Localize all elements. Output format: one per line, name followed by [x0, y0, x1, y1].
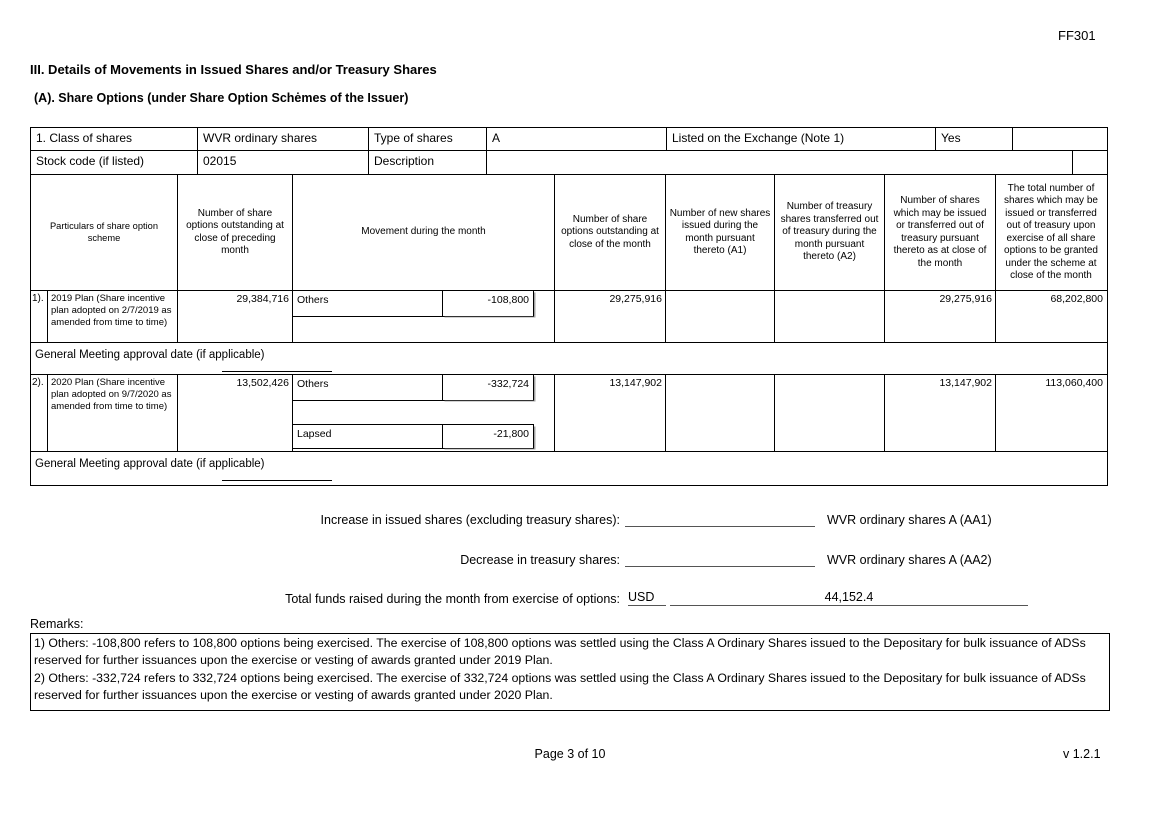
total-funds-value-field[interactable]: 44,152.4: [670, 590, 1028, 606]
listed-on-exchange-value[interactable]: Yes: [936, 128, 1013, 150]
total-upon-exercise-value: 113,060,400: [1045, 377, 1103, 389]
movement-value-box[interactable]: -21,800: [443, 425, 534, 448]
outstanding-close-value: 29,275,916: [555, 291, 666, 342]
header-movement: Movement during the month: [293, 175, 555, 290]
info-row-class: [31, 128, 1107, 151]
treasury-transferred-value: [775, 375, 885, 451]
decrease-share-class-label: WVR ordinary shares A (AA2): [827, 553, 992, 567]
outstanding-preceding-value: 29,384,716: [178, 291, 293, 342]
increase-issued-shares-field[interactable]: [625, 510, 815, 527]
header-may-be-issued: Number of shares which may be issued or transferred out of treasury pursuant thereto as at close of the month: [885, 175, 996, 290]
share-options-table: [30, 127, 1108, 486]
form-code-label: FF301: [1058, 28, 1096, 43]
info-row-stock-code: [31, 151, 1107, 175]
header-particulars: Particulars of share option scheme: [31, 175, 178, 290]
table-row: [31, 291, 1107, 343]
scheme-name: 2019 Plan (Share incentive plan adopted on 2/7/2019 as amended from time to time): [48, 291, 178, 342]
gm-approval-row: [31, 452, 1107, 485]
version-label: v 1.2.1: [1063, 747, 1101, 761]
currency-field[interactable]: USD: [628, 590, 666, 606]
stock-code-label: Stock code (if listed): [31, 151, 198, 174]
remarks-box: [30, 633, 1110, 711]
movement-cell: [293, 291, 555, 342]
remarks-line: reserved for further issuances upon the exercise or vesting of awards granted under 2019 Plan.: [34, 653, 553, 668]
description-value-field[interactable]: [487, 151, 1073, 174]
info-row1-empty-cell: [1013, 128, 1106, 150]
header-total-upon-exercise: The total number of shares which may be issued or transferred out of treasury upon exercise of all share options to be granted under the scheme at close of the month: [1004, 182, 1098, 281]
subsection-title: (A). Share Options (under Share Option Schėmes of the Issuer): [34, 91, 409, 105]
movement-value-box[interactable]: -108,800: [443, 291, 534, 316]
description-label: Description: [369, 151, 487, 174]
stock-code-value[interactable]: 02015: [198, 151, 369, 174]
may-be-issued-value: 13,147,902: [885, 375, 996, 451]
info-row2-empty-cell: [1073, 151, 1106, 174]
movement-entry: [293, 291, 534, 317]
remarks-label: Remarks:: [30, 617, 84, 631]
movement-entry: [293, 375, 534, 401]
decrease-treasury-shares-row: [30, 550, 1110, 567]
remarks-line: 2) Others: -332,724 refers to 332,724 options being exercised. The exercise of 332,724 options was settled using the Class A Ordinary Shares issued to the Depositary for bulk issuance of ADSs: [34, 670, 1086, 685]
total-upon-exercise-value: 68,202,800: [1050, 293, 1103, 305]
class-of-shares-value[interactable]: WVR ordinary shares: [198, 128, 369, 150]
page-indicator: Page 3 of 10: [534, 747, 606, 761]
class-of-shares-label: 1. Class of shares: [31, 128, 198, 150]
increase-issued-shares-label: Increase in issued shares (excluding treasury shares):: [320, 513, 620, 527]
gm-approval-date-field[interactable]: [222, 371, 332, 372]
decrease-treasury-shares-label: Decrease in treasury shares:: [460, 553, 620, 567]
may-be-issued-value: 29,275,916: [885, 291, 996, 342]
gm-approval-row: [31, 343, 1107, 375]
gm-approval-date-field[interactable]: [222, 480, 332, 481]
type-of-shares-value[interactable]: A: [487, 128, 667, 150]
table-row: [31, 375, 1107, 452]
row-index: 2).: [31, 375, 48, 451]
remarks-line: 1) Others: -108,800 refers to 108,800 options being exercised. The exercise of 108,800 options was settled using the Class A Ordinary Shares issued to the Depositary for bulk issuance of ADSs: [34, 636, 1086, 650]
increase-share-class-label: WVR ordinary shares A (AA1): [827, 513, 992, 527]
treasury-transferred-value: [775, 291, 885, 342]
decrease-treasury-shares-field[interactable]: [625, 550, 815, 567]
movement-type-label: Others: [293, 291, 443, 316]
type-of-shares-label: Type of shares: [369, 128, 487, 150]
section-title: III. Details of Movements in Issued Shares and/or Treasury Shares: [30, 62, 437, 77]
movement-type-label: Others: [293, 375, 443, 400]
header-outstanding-preceding: Number of share options outstanding at close of preceding month: [178, 175, 293, 290]
outstanding-preceding-value: 13,502,426: [178, 375, 293, 451]
movement-type-label: Lapsed: [293, 425, 443, 448]
remarks-line: reserved for further issuances upon the exercise or vesting of awards granted under 2020 Plan.: [34, 688, 553, 703]
total-funds-row: [30, 590, 1110, 606]
movement-cell: [293, 375, 555, 451]
movement-value-box[interactable]: -332,724: [443, 375, 534, 400]
new-shares-issued-value: [666, 375, 775, 451]
header-outstanding-close: Number of share options outstanding at close of the month: [555, 175, 666, 290]
scheme-name: 2020 Plan (Share incentive plan adopted on 9/7/2020 as amended from time to time): [48, 375, 178, 451]
gm-approval-label: General Meeting approval date (if applicable): [35, 458, 265, 470]
new-shares-issued-value: [666, 291, 775, 342]
movement-gap: [293, 401, 534, 425]
listed-on-exchange-label: Listed on the Exchange (Note 1): [667, 128, 936, 150]
outstanding-close-value: 13,147,902: [555, 375, 666, 451]
header-new-shares-issued: Number of new shares issued during the month pursuant thereto (A1): [666, 175, 775, 290]
increase-issued-shares-row: [30, 510, 1110, 527]
gm-approval-label: General Meeting approval date (if applicable): [35, 349, 265, 361]
row-index: 1).: [31, 291, 48, 342]
header-treasury-transferred: Number of treasury shares transferred out of treasury during the month pursuant thereto (A2): [775, 175, 885, 290]
movement-entry: [293, 425, 534, 449]
options-table-header-row: [31, 175, 1107, 291]
total-funds-label: Total funds raised during the month from exercise of options:: [285, 592, 620, 606]
